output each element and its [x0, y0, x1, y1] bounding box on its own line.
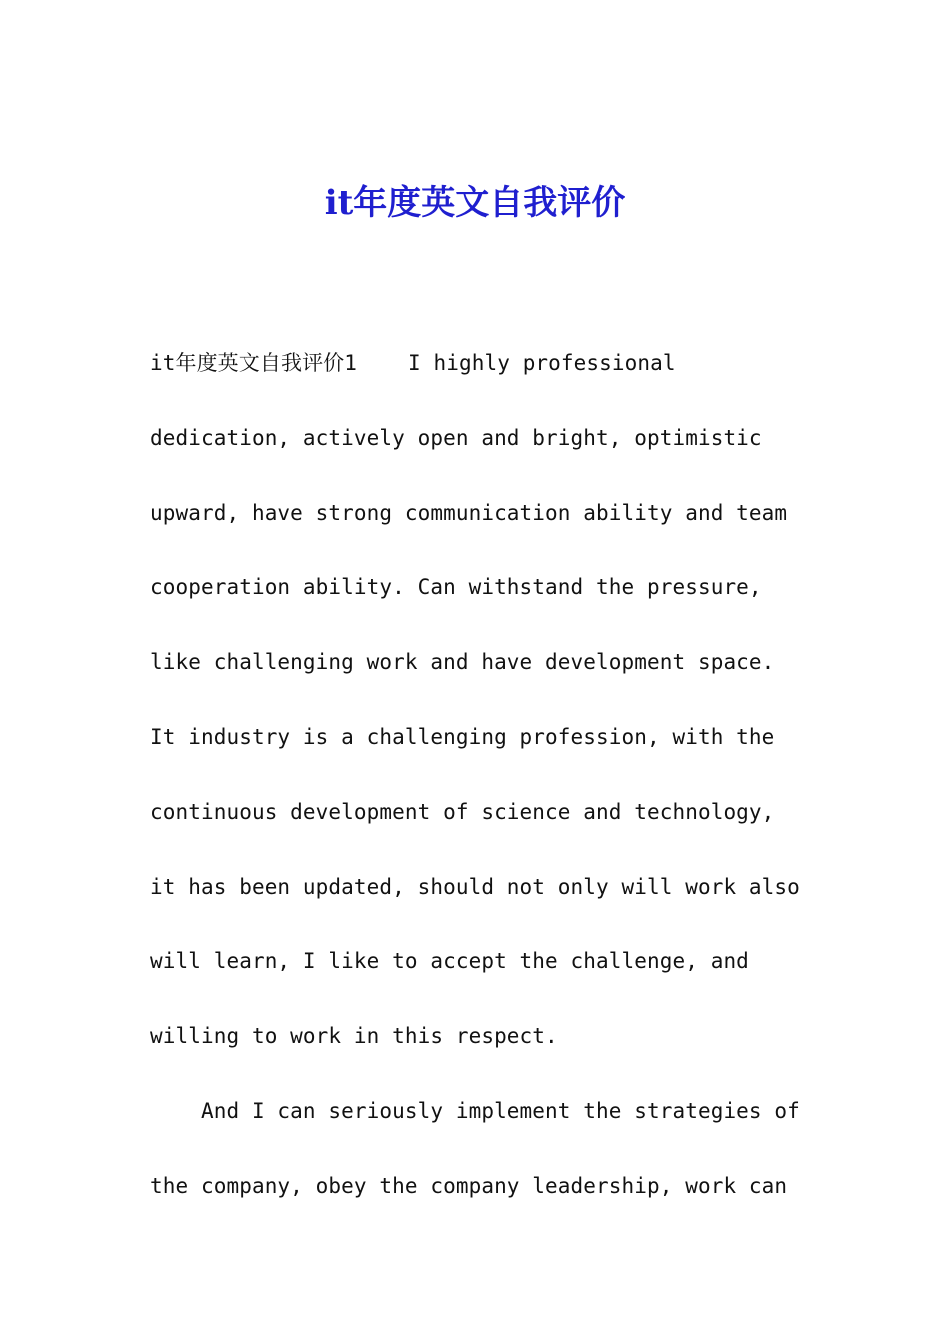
- body-line: It industry is a challenging profession, with the: [150, 724, 775, 749]
- body-line: dedication, actively open and bright, optimistic: [150, 425, 762, 450]
- body-line: will learn, I like to accept the challenge, and: [150, 949, 749, 974]
- body-line: it年度英文自我评价1 I highly professional: [150, 351, 676, 375]
- body-line: And I can seriously implement the strategies of: [150, 1098, 800, 1123]
- body-line: like challenging work and have development space.: [150, 650, 775, 675]
- document-title: it年度英文自我评价: [324, 183, 626, 223]
- body-line: willing to work in this respect.: [150, 1024, 558, 1049]
- body-line: continuous development of science and technology,: [150, 799, 775, 824]
- body-line: the company, obey the company leadership, work can: [150, 1173, 788, 1198]
- body-line: it has been updated, should not only will work also: [150, 874, 800, 899]
- body-line: upward, have strong communication ability and team: [150, 500, 788, 525]
- document-body: [150, 326, 830, 1224]
- body-line: cooperation ability. Can withstand the pressure,: [150, 575, 762, 600]
